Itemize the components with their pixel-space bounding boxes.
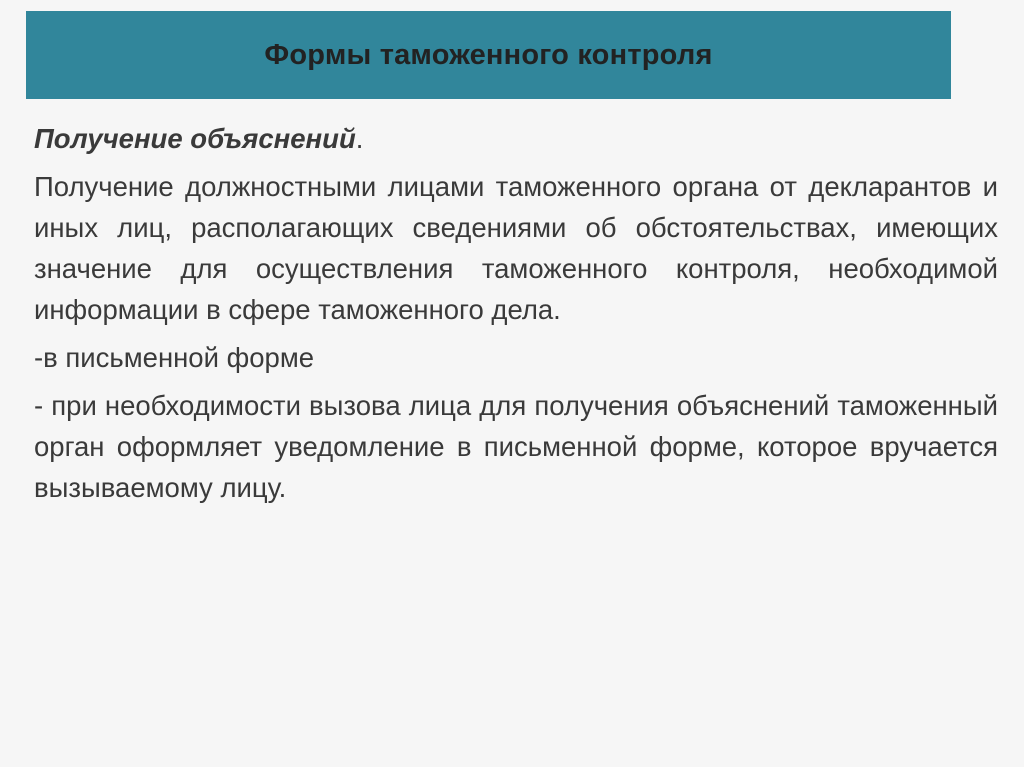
list-item-written-form: -в письменной форме [34, 342, 315, 373]
slide-title: Формы таможенного контроля [264, 38, 713, 71]
slide-body [34, 118, 998, 515]
subtitle-line [34, 118, 998, 159]
subtitle-punct: . [355, 123, 364, 154]
definition-paragraph: Получение должностными лицами таможенного органа от декларантов и иных лиц, располагающих сведениями об обстоятельствах, имеющих значение для осуществления таможенного контроля, необходимой информации в сфере таможенного дела. [34, 171, 998, 325]
slide-subtitle: Получение объяснений [34, 123, 356, 154]
list-item-summons-notice: - при необходимости вызова лица для получения объяснений таможенный орган оформляет уведомление в письменной форме, которое вручается вызываемому лицу. [34, 390, 998, 503]
title-band [26, 11, 951, 99]
